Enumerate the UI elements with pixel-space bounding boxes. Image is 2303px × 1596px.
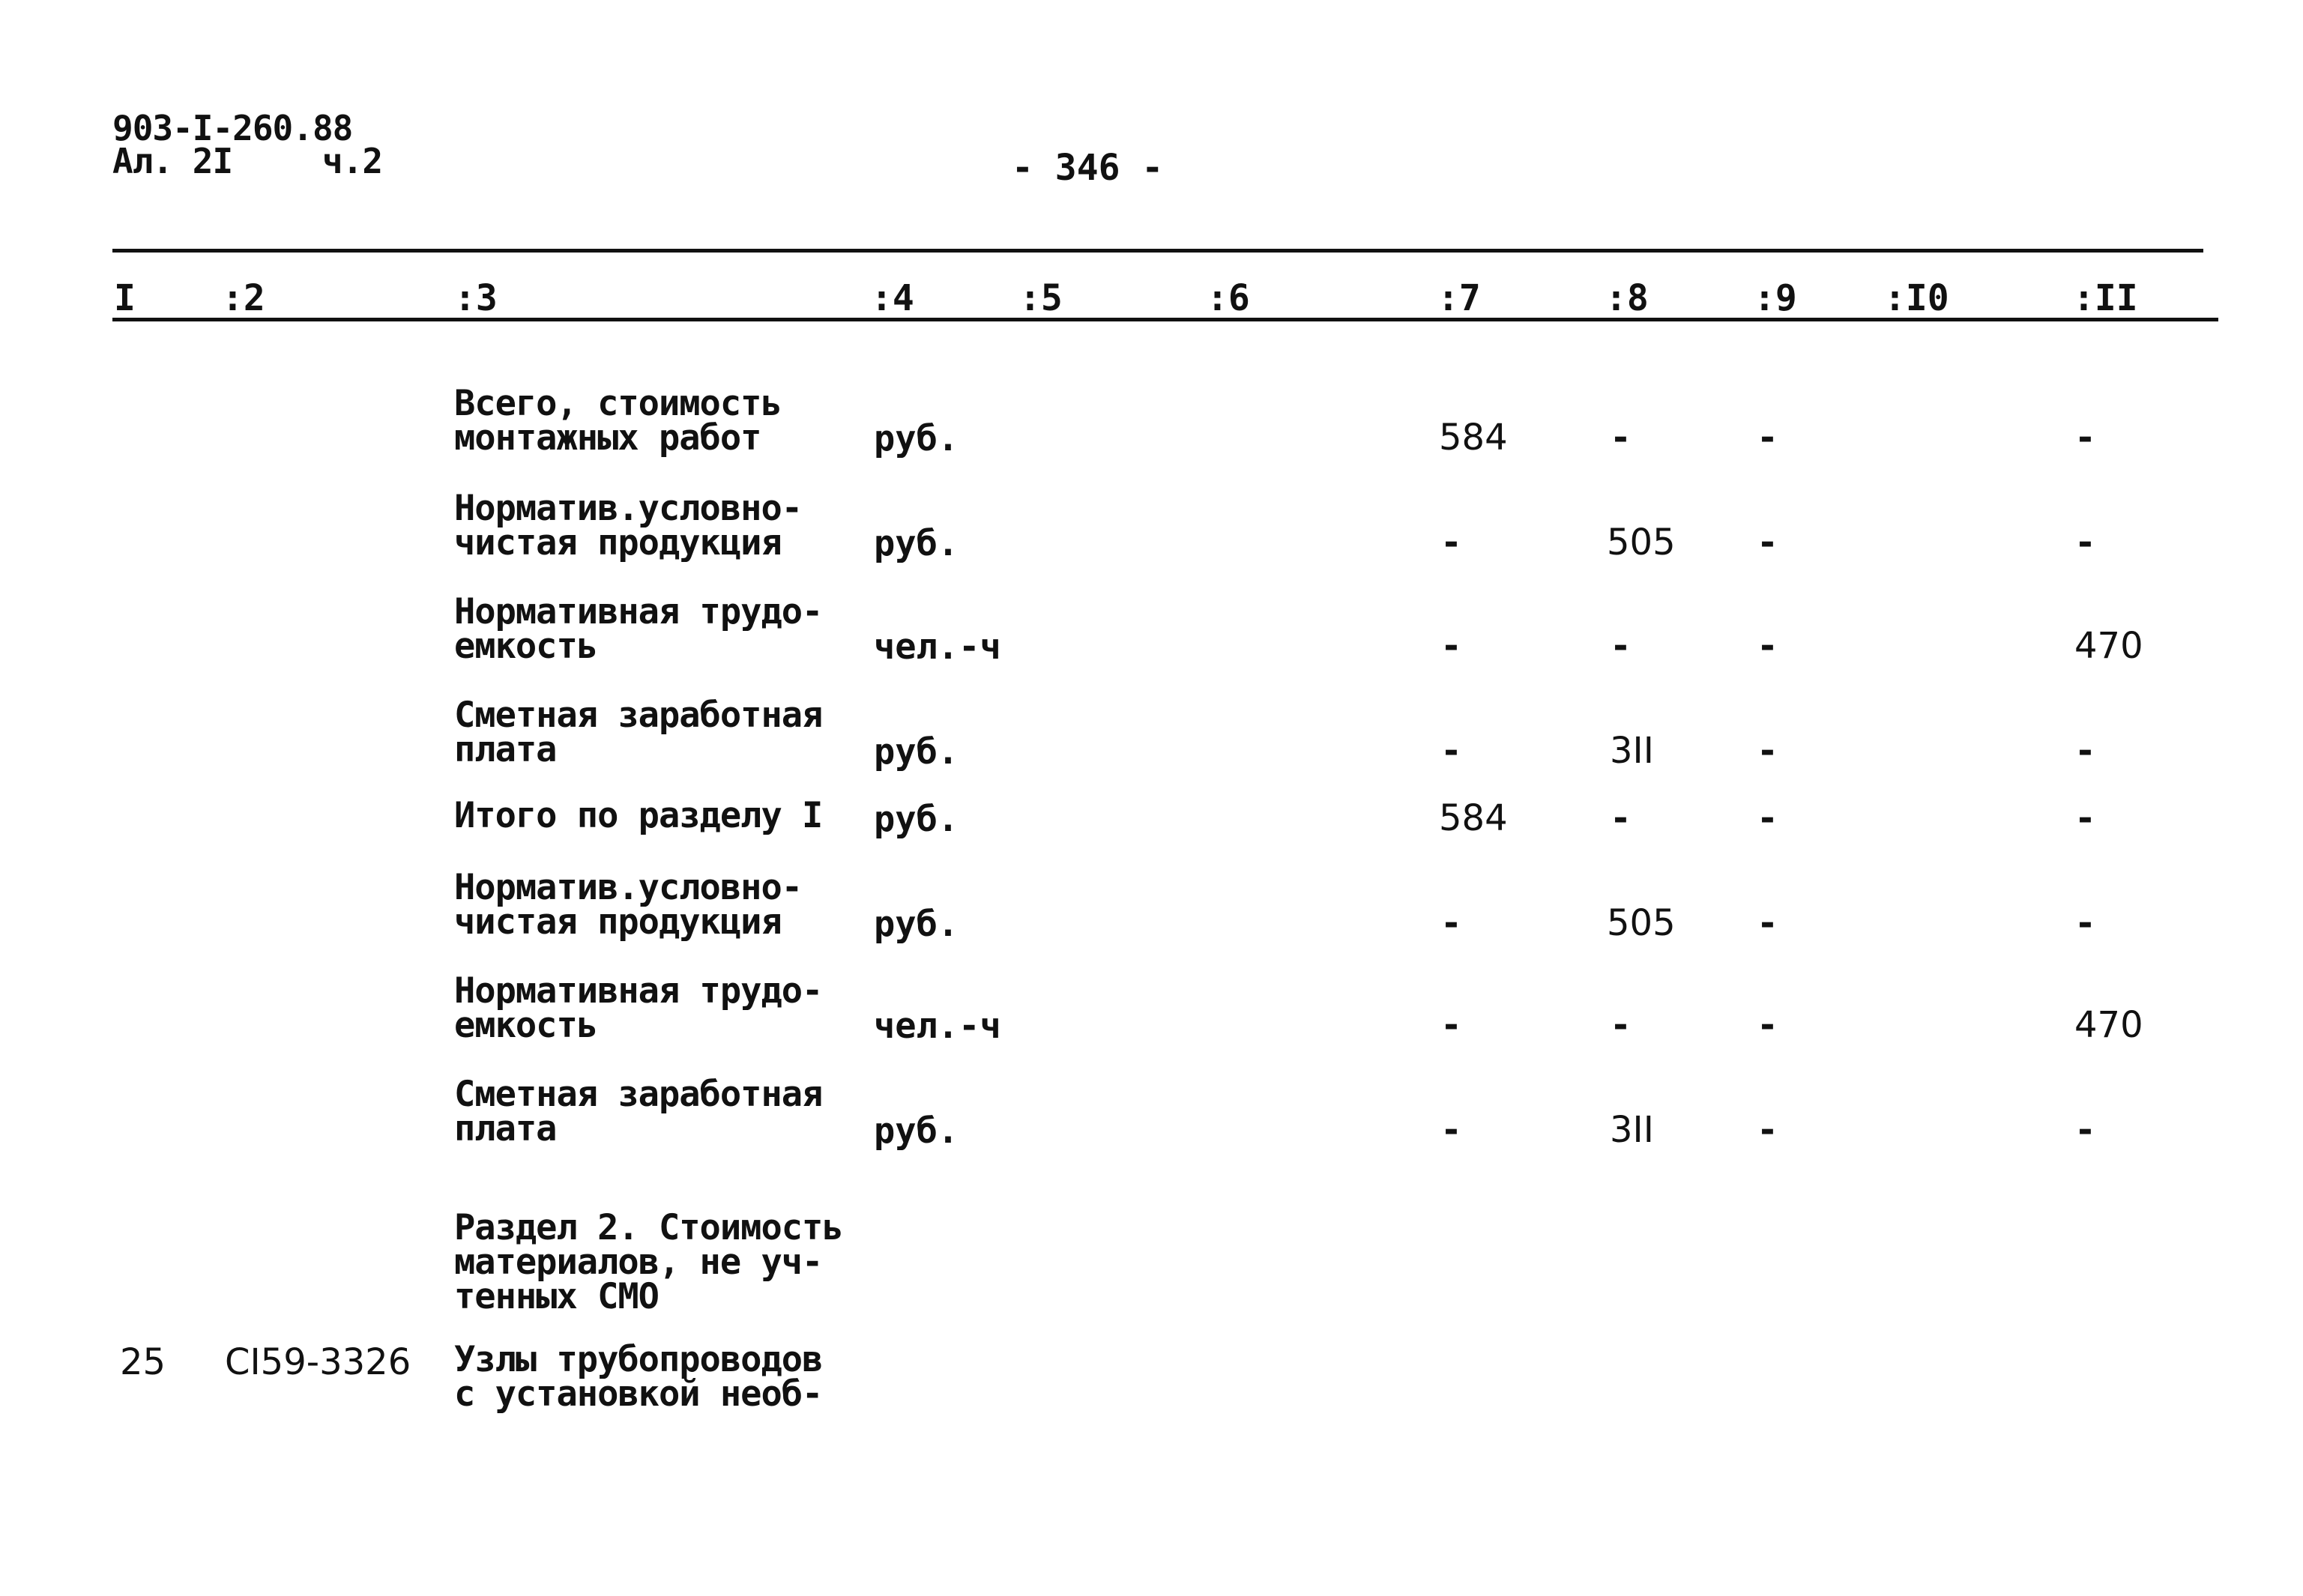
cell-col8: 505	[1607, 522, 1676, 563]
cell-col7: -	[1440, 1109, 1462, 1151]
cell-col9: -	[1757, 797, 1778, 839]
row-label: Норматив.условно-	[454, 488, 803, 529]
page-number: - 346 -	[1012, 147, 1164, 189]
cell-col11: -	[2074, 417, 2096, 459]
row-label: емкость	[454, 626, 598, 667]
cell-col8: -	[1610, 1004, 1632, 1046]
cell-col9: -	[1757, 1109, 1778, 1151]
row-unit: руб.	[874, 418, 959, 459]
row-label: Сметная заработная	[454, 1074, 823, 1115]
cell-col9: -	[1757, 522, 1778, 563]
col-header-6: :6	[1207, 277, 1250, 319]
row-label: Сметная заработная	[454, 695, 823, 736]
part-label: ч.2	[322, 141, 383, 181]
cell-col11: 470	[2074, 1004, 2143, 1046]
cell-col9: -	[1757, 417, 1778, 459]
cell-col9: -	[1757, 1004, 1778, 1046]
col-header-4: :4	[871, 277, 914, 319]
item-description: Узлы трубопроводов	[454, 1339, 823, 1380]
col-header-9: :9	[1754, 277, 1797, 319]
row-unit: чел.-ч	[874, 626, 1001, 668]
cell-col9: -	[1757, 625, 1778, 667]
row-label: плата	[454, 729, 557, 770]
cell-col8: 3II	[1610, 730, 1654, 772]
row-unit: руб.	[874, 731, 959, 773]
row-label: чистая продукция	[454, 522, 782, 563]
row-label: плата	[454, 1108, 557, 1149]
row-unit: руб.	[874, 1110, 959, 1152]
row-label: Нормативная трудо-	[454, 970, 823, 1012]
cell-col11: -	[2074, 730, 2096, 772]
cell-col7: -	[1440, 1004, 1462, 1046]
cell-col7: -	[1440, 902, 1462, 944]
section-heading: тенных СМО	[454, 1276, 659, 1317]
row-unit: руб.	[874, 904, 959, 945]
col-header-10: :I0	[1884, 277, 1949, 319]
cell-col11: -	[2074, 522, 2096, 563]
col-header-11: :II	[2073, 277, 2138, 319]
col-header-5: :5	[1019, 277, 1063, 319]
col-header-7: :7	[1437, 277, 1481, 319]
cell-col11: -	[2074, 1109, 2096, 1151]
row-label: Всего, стоимость	[454, 383, 782, 424]
col-header-1: I	[114, 277, 136, 319]
cell-col7: -	[1440, 625, 1462, 667]
cell-col8: -	[1610, 417, 1632, 459]
cell-col8: -	[1610, 625, 1632, 667]
cell-col7: 584	[1439, 417, 1508, 459]
cell-col9: -	[1757, 730, 1778, 772]
sheet-label: Ал. 2I	[112, 141, 233, 181]
top-rule	[112, 249, 2203, 253]
cell-col8: 505	[1607, 902, 1676, 944]
col-header-8: :8	[1605, 277, 1649, 319]
cell-col7: -	[1440, 522, 1462, 563]
row-label: Нормативная трудо-	[454, 591, 823, 632]
cell-col9: -	[1757, 902, 1778, 944]
item-code: CI59-3326	[225, 1341, 411, 1383]
row-label: чистая продукция	[454, 901, 782, 943]
item-description: с установкой необ-	[454, 1373, 823, 1415]
doc-number: 903-I-260.88	[112, 108, 353, 148]
cell-col8: -	[1610, 797, 1632, 839]
cell-col8: 3II	[1610, 1109, 1654, 1151]
item-number: 25	[120, 1341, 166, 1383]
cell-col11: 470	[2074, 625, 2143, 667]
col-header-2: :2	[222, 277, 265, 319]
row-unit: чел.-ч	[874, 1006, 1001, 1047]
row-unit: руб.	[874, 799, 959, 840]
row-label: Итого по разделу I	[454, 795, 823, 836]
row-label: емкость	[454, 1005, 598, 1046]
section-heading: Раздел 2. Стоимость	[454, 1207, 843, 1248]
cell-col7: 584	[1439, 797, 1508, 839]
row-label: Норматив.условно-	[454, 867, 803, 908]
cell-col11: -	[2074, 797, 2096, 839]
cell-col11: -	[2074, 902, 2096, 944]
section-heading: материалов, не уч-	[454, 1242, 823, 1283]
col-header-3: :3	[454, 277, 498, 319]
cell-col7: -	[1440, 730, 1462, 772]
row-label: монтажных работ	[454, 417, 761, 459]
row-unit: руб.	[874, 523, 959, 564]
